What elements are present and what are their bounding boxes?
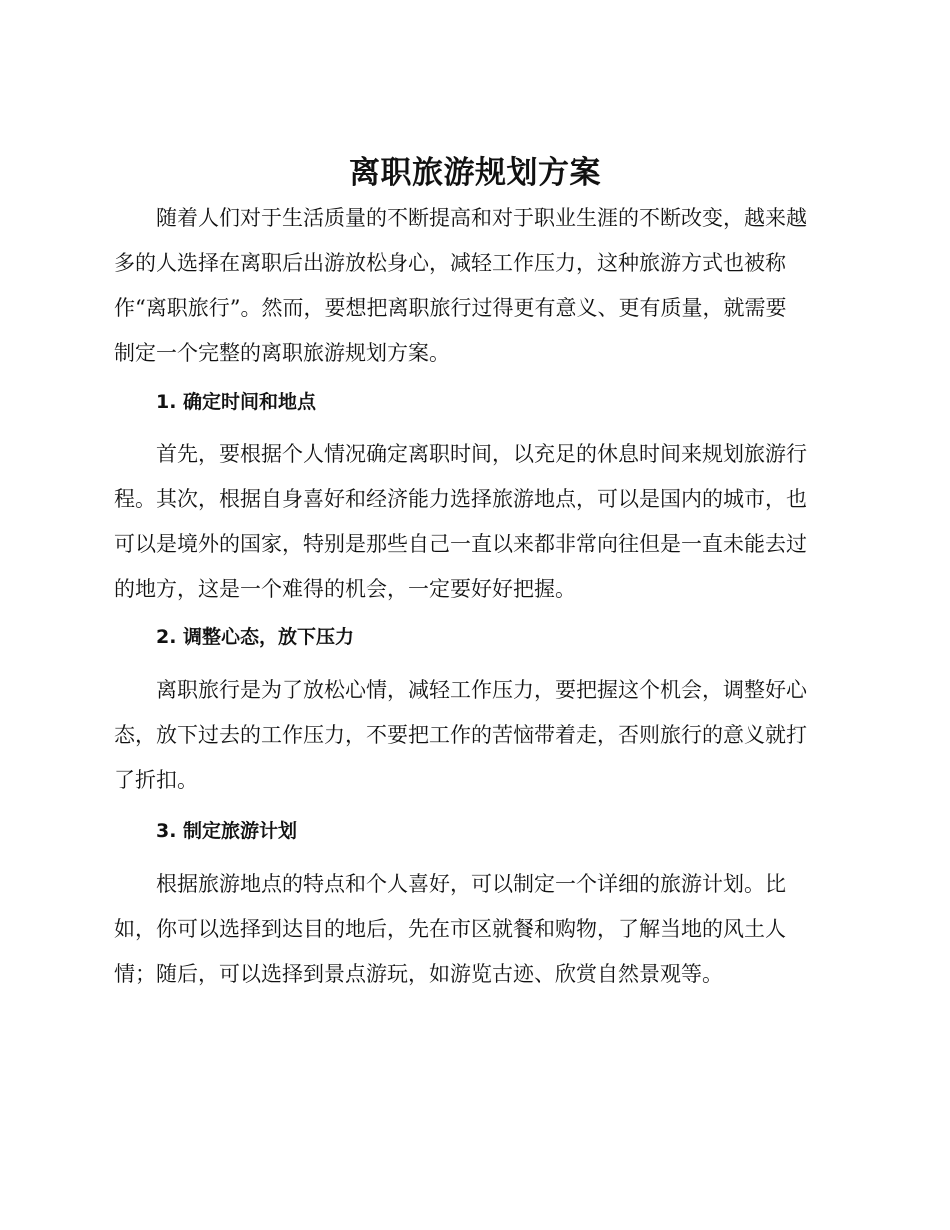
paragraph-line: 离职旅行是为了放松心情，减轻工作压力，要把握这个机会，调整好心 <box>156 678 807 702</box>
paragraph-line: 的地方，这是一个难得的机会，一定要好好把握。 <box>114 577 576 601</box>
section-1-paragraph <box>114 432 834 612</box>
paragraph-line: 态，放下过去的工作压力，不要把工作的苦恼带着走，否则旅行的意义就打 <box>114 723 807 747</box>
section-3-paragraph <box>114 862 834 997</box>
section-heading-1: 1. 确定时间和地点 <box>156 391 317 413</box>
paragraph-line: 程。其次，根据自身喜好和经济能力选择旅游地点，可以是国内的城市，也 <box>114 487 807 511</box>
paragraph-line: 可以是境外的国家，特别是那些自己一直以来都非常向往但是一直未能去过 <box>114 532 807 556</box>
paragraph-line: 根据旅游地点的特点和个人喜好，可以制定一个详细的旅游计划。比 <box>156 872 786 896</box>
section-2-paragraph <box>114 668 834 803</box>
paragraph-line: 随着人们对于生活质量的不断提高和对于职业生涯的不断改变，越来越 <box>156 206 807 230</box>
section-heading-2: 2. 调整心态，放下压力 <box>156 626 355 648</box>
paragraph-line: 了折扣。 <box>114 768 198 792</box>
paragraph-line: 制定一个完整的离职旅游规划方案。 <box>114 341 450 365</box>
paragraph-line: 多的人选择在离职后出游放松身心，减轻工作压力，这种旅游方式也被称 <box>114 251 786 275</box>
document-title: 离职旅游规划方案 <box>349 155 601 191</box>
intro-paragraph <box>114 196 834 376</box>
paragraph-line: 作“离职旅行”。然而，要想把离职旅行过得更有意义、更有质量，就需要 <box>114 296 787 320</box>
paragraph-line: 情；随后，可以选择到景点游玩，如游览古迹、欣赏自然景观等。 <box>114 962 723 986</box>
paragraph-line: 如，你可以选择到达目的地后，先在市区就餐和购物，了解当地的风土人 <box>114 917 786 941</box>
paragraph-line: 首先，要根据个人情况确定离职时间，以充足的休息时间来规划旅游行 <box>156 442 807 466</box>
section-heading-3: 3. 制定旅游计划 <box>156 820 298 842</box>
